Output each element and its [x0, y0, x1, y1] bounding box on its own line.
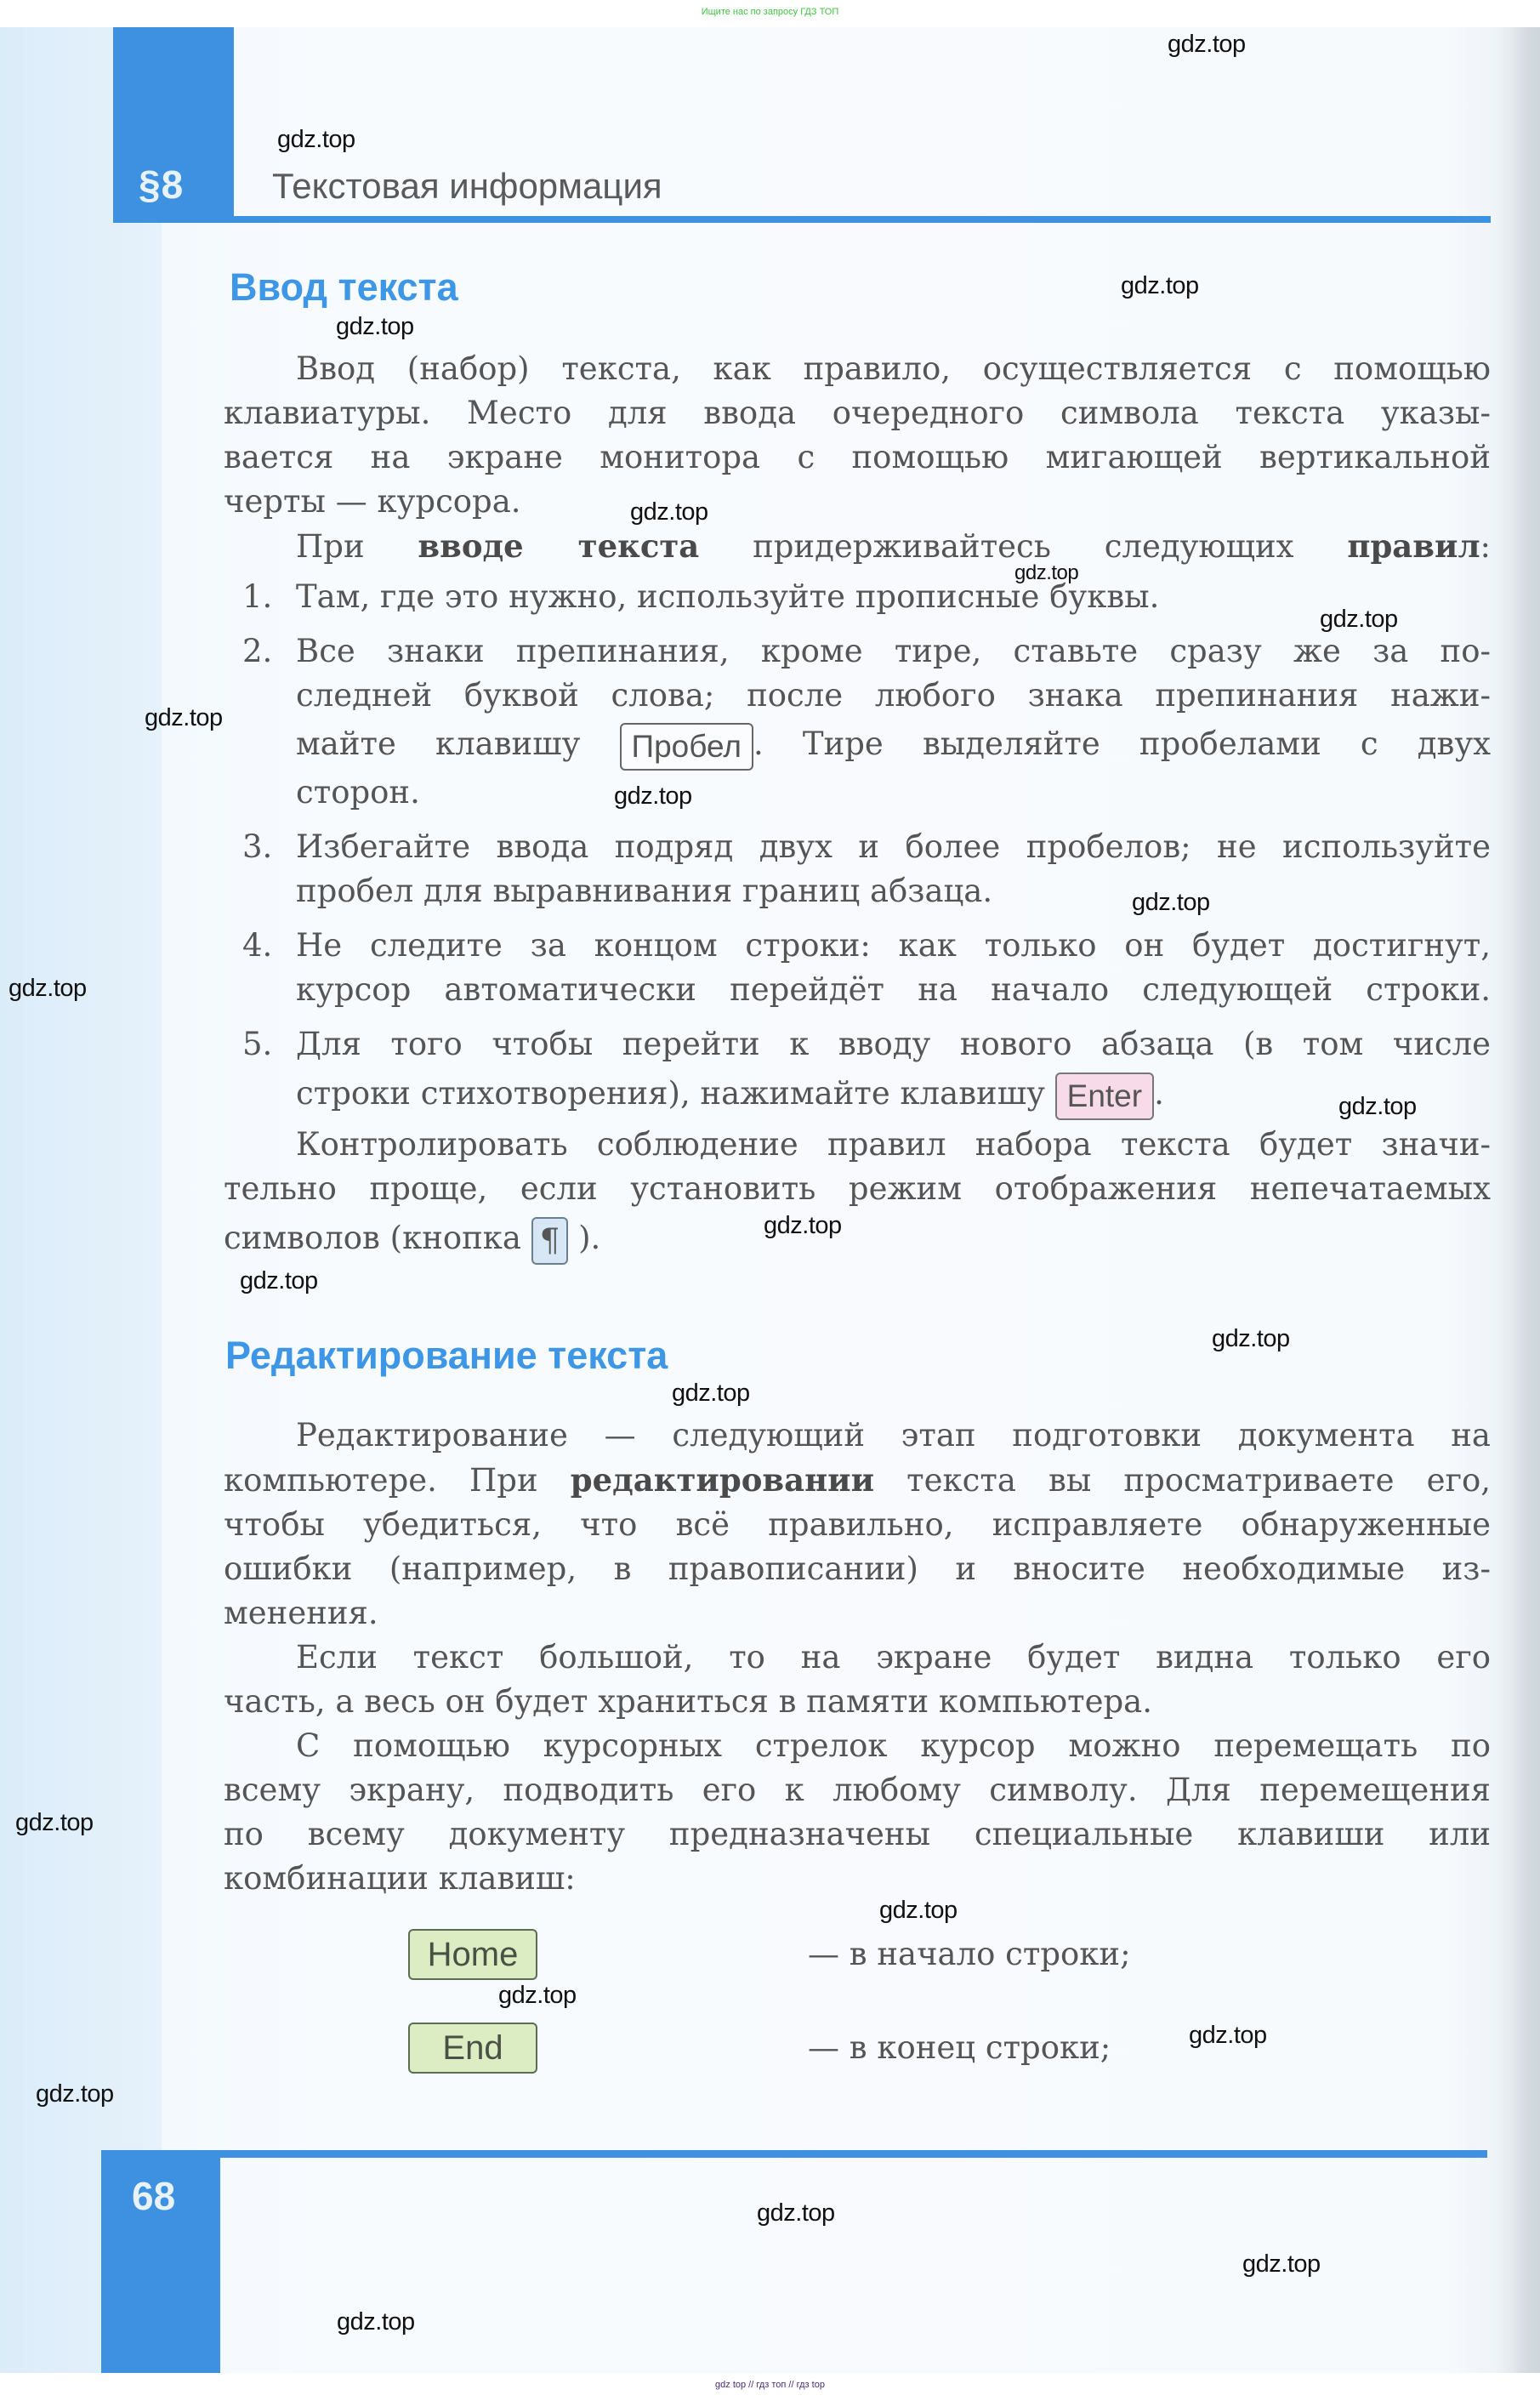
- watermark: gdz.top: [614, 782, 692, 810]
- rules-list: [242, 575, 1491, 1121]
- watermark: gdz.top: [1189, 2022, 1267, 2049]
- page-number: 68: [132, 2174, 176, 2218]
- watermark: gdz.top: [240, 1267, 318, 1294]
- watermark: gdz.top: [9, 975, 87, 1002]
- watermark: gdz.top: [757, 2199, 835, 2227]
- rule-item-1: 1. Там, где это нужно, используйте прописные буквы.: [242, 578, 1160, 615]
- watermark: gdz.top: [764, 1212, 842, 1239]
- text-line: клавиатуры. Место для ввода очередного символа текста указы-: [224, 395, 1491, 431]
- key-space: Пробел: [620, 723, 753, 771]
- intro-paragraph: [224, 347, 1491, 569]
- watermark: gdz.top: [336, 313, 414, 340]
- key-row-home: Home — в начало строки;: [408, 1929, 537, 1980]
- watermark: gdz.top: [15, 1809, 94, 1836]
- watermark: gdz.top: [672, 1380, 750, 1407]
- footer-rule: [101, 2150, 1487, 2158]
- watermark: gdz.top: [36, 2080, 114, 2108]
- watermark: gdz.top: [1121, 272, 1199, 299]
- watermark: gdz.top: [1212, 1325, 1290, 1352]
- watermark: gdz.top: [630, 498, 708, 526]
- key-row-end: End — в конец строки;: [408, 2023, 537, 2074]
- bottom-banner: gdz top // гдз топ // гдз top: [0, 2373, 1540, 2401]
- watermark: gdz.top: [498, 1982, 577, 2009]
- page-edge-shadow: [1514, 27, 1540, 2373]
- text-line: черты — курсора.: [224, 483, 521, 520]
- watermark: gdz.top: [277, 126, 355, 153]
- key-enter: Enter: [1055, 1072, 1154, 1120]
- key-home: Home: [408, 1929, 537, 1980]
- text-line: Ввод (набор) текста, как правило, осуществляется с помощью: [296, 350, 1491, 387]
- rule-item-5: 5. Для того чтобы перейти к вводу нового абзаца (в том числе строки стихотворения), нажимайте клавишу Enter .: [242, 1022, 1491, 1121]
- watermark: gdz.top: [1014, 561, 1079, 584]
- control-paragraph: Контролировать соблюдение правил набора текста будет значи- тельно проще, если установить режим отображения непечатаемых символов (кнопка ¶ ).: [224, 1123, 1491, 1266]
- watermark: gdz.top: [1338, 1093, 1417, 1120]
- watermark: gdz.top: [1168, 31, 1246, 58]
- rule-item-4: 4. Не следите за концом строки: как только он будет достигнут, курсор автоматически перейдёт на начало следующей строки.: [242, 927, 1491, 1008]
- editing-paragraph: Редактирование — следующий этап подготовки документа на компьютере. При редактировании текста вы просматриваете его, чтобы убедиться, что всё правильно, исправляете обнаруженные ошибки (например, в правописании) и вносите необходимые из- менения. Если текст большой, то на экране будет видна только его часть, а весь он будет храниться в памяти компьютера. С помощью курсорных стрелок курсор можно перемещать по всему экрану, подводить его к любому символу. Для перемещения по всему документу предназначены специальные клавиши или комбинации клавиш:: [224, 1417, 1491, 1897]
- section-heading-input: Ввод текста: [230, 265, 458, 309]
- top-banner: Ищите нас по запросу ГДЗ ТОП: [0, 0, 1540, 27]
- pilcrow-button-icon: ¶: [531, 1217, 569, 1265]
- watermark: gdz.top: [879, 1897, 958, 1924]
- section-heading-editing: Редактирование текста: [225, 1334, 668, 1377]
- watermark: gdz.top: [1242, 2250, 1321, 2278]
- text-line: вается на экране монитора с помощью мигающей вертикальной: [224, 439, 1491, 475]
- header-rule: [113, 216, 1491, 223]
- rule-item-3: 3. Избегайте ввода подряд двух и более пробелов; не используйте пробел для выравнивания границ абзаца.: [242, 828, 1491, 909]
- key-end: End: [408, 2023, 537, 2074]
- watermark: gdz.top: [1132, 889, 1210, 916]
- page-margin: [0, 27, 162, 2373]
- rule-item-2: 2. Все знаки препинания, кроме тире, ставьте сразу же за по- следней буквой слова; после любого знака препинания нажи- майте клавишу Пробел . Тире выделяйте пробелами с двух сторон.: [242, 633, 1491, 811]
- section-number: §8: [139, 162, 185, 207]
- watermark: gdz.top: [1320, 606, 1398, 633]
- rules-intro: При вводе текста придерживайтесь следующих правил:: [296, 527, 1491, 565]
- chapter-title: Текстовая информация: [272, 166, 662, 206]
- watermark: gdz.top: [145, 704, 223, 731]
- watermark: gdz.top: [337, 2308, 415, 2336]
